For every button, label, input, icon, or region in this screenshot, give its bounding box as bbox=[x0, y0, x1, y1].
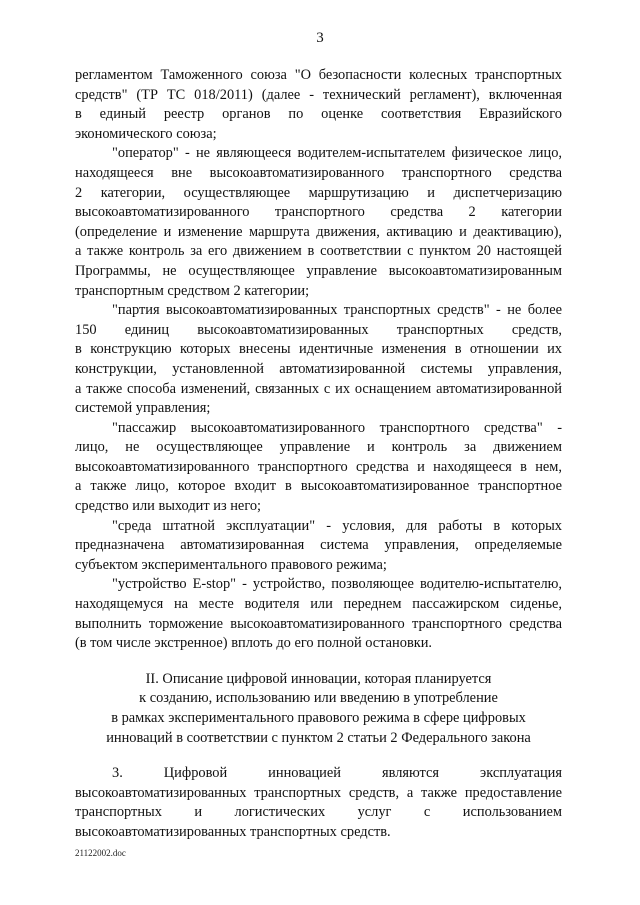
heading-line: II. Описание цифровой инновации, которая планируется bbox=[145, 670, 492, 687]
text-line: (определение и изменение маршрута движения, активацию и деактивацию), bbox=[75, 223, 562, 240]
heading-line: инноваций в соответствии с пунктом 2 статьи 2 Федерального закона bbox=[106, 729, 531, 746]
text-line: "пассажир высокоавтоматизированного транспортного средства" - bbox=[112, 419, 562, 436]
text-line: конструкции, установленной автоматизированной системы управления, bbox=[75, 360, 562, 377]
text-line: 2 категории, осуществляющее маршрутизацию и диспетчеризацию bbox=[75, 184, 562, 201]
paragraph-batch-definition bbox=[75, 301, 562, 419]
text-line: Программы, не осуществляющее управление высокоавтоматизированным bbox=[75, 262, 562, 279]
text-line: экономического союза; bbox=[75, 125, 217, 142]
text-line: регламентом Таможенного союза "О безопасности колесных транспортных bbox=[75, 67, 562, 83]
spacer bbox=[75, 654, 562, 670]
text-line: системой управления; bbox=[75, 400, 211, 417]
page-number: 3 bbox=[316, 30, 324, 46]
text-line: средств" (ТР ТС 018/2011) (далее - технический регламент), включенная bbox=[75, 86, 562, 103]
paragraph-digital-innovation bbox=[75, 764, 562, 842]
text-line: (в том числе экстренное) вплоть до его полной остановки. bbox=[75, 635, 433, 652]
paragraph-estop-definition bbox=[75, 575, 562, 653]
text-line: транспортных и логистических услуг с использованием bbox=[75, 804, 562, 821]
file-name-footer: 21122002.doc bbox=[75, 848, 126, 858]
text-line: лицо, не осуществляющее управление и контроль за движением bbox=[75, 439, 562, 456]
text-line: высокоавтоматизированного транспортного средства 2 категории bbox=[75, 204, 562, 221]
heading-line: в рамках экспериментального правового режима в сфере цифровых bbox=[111, 710, 526, 726]
text-line: находящемуся на месте водителя или переднем пассажирском сиденье, bbox=[75, 596, 562, 613]
text-line: "оператор" - не являющееся водителем-испытателем физическое лицо, bbox=[112, 145, 562, 162]
text-line: в единый реестр органов по оценке соответствия Евразийского bbox=[75, 106, 562, 123]
document-body bbox=[75, 66, 562, 843]
text-line: а также контроль за его движением в соответствии с пунктом 20 настоящей bbox=[75, 243, 562, 260]
text-line: "среда штатной эксплуатации" - условия, для работы в которых bbox=[112, 517, 562, 534]
text-line: высокоавтоматизированных транспортных средств, а также предоставление bbox=[75, 784, 562, 801]
text-line: высокоавтоматизированных транспортных средств. bbox=[75, 823, 391, 840]
text-line: "устройство E-stop" - устройство, позволяющее водителю-испытателю, bbox=[112, 576, 562, 593]
text-line: 3. Цифровой инновацией являются эксплуатация bbox=[112, 765, 562, 782]
paragraph-operator-definition bbox=[75, 144, 562, 301]
text-line: средство или выходит из него; bbox=[75, 498, 262, 515]
text-line: субъектом экспериментального правового режима; bbox=[75, 556, 387, 573]
paragraph-passenger-definition bbox=[75, 419, 562, 517]
text-line: "партия высокоавтоматизированных транспортных средств" - не более bbox=[112, 302, 562, 319]
paragraph-regulation-continuation bbox=[75, 66, 562, 144]
spacer bbox=[75, 748, 562, 764]
section-heading bbox=[75, 670, 562, 748]
text-line: а также способа изменений, связанных с их оснащением автоматизированной bbox=[75, 380, 562, 397]
text-line: находящееся вне высокоавтоматизированного транспортного средства bbox=[75, 164, 562, 181]
paragraph-environment-definition bbox=[75, 517, 562, 576]
heading-line: к созданию, использованию или введению в употребление bbox=[139, 690, 498, 707]
text-line: а также лицо, которое входит в высокоавтоматизированное транспортное bbox=[75, 478, 562, 495]
text-line: 150 единиц высокоавтоматизированных транспортных средств, bbox=[75, 321, 562, 338]
text-line: транспортным средством 2 категории; bbox=[75, 282, 310, 299]
text-line: предназначена автоматизированная система управления, определяемые bbox=[75, 537, 562, 554]
text-line: высокоавтоматизированного транспортного средства и находящееся в нем, bbox=[75, 458, 562, 475]
text-line: в конструкцию которых внесены идентичные изменения в отношении их bbox=[75, 341, 562, 358]
text-line: выполнить торможение высокоавтоматизированного транспортного средства bbox=[75, 615, 562, 632]
